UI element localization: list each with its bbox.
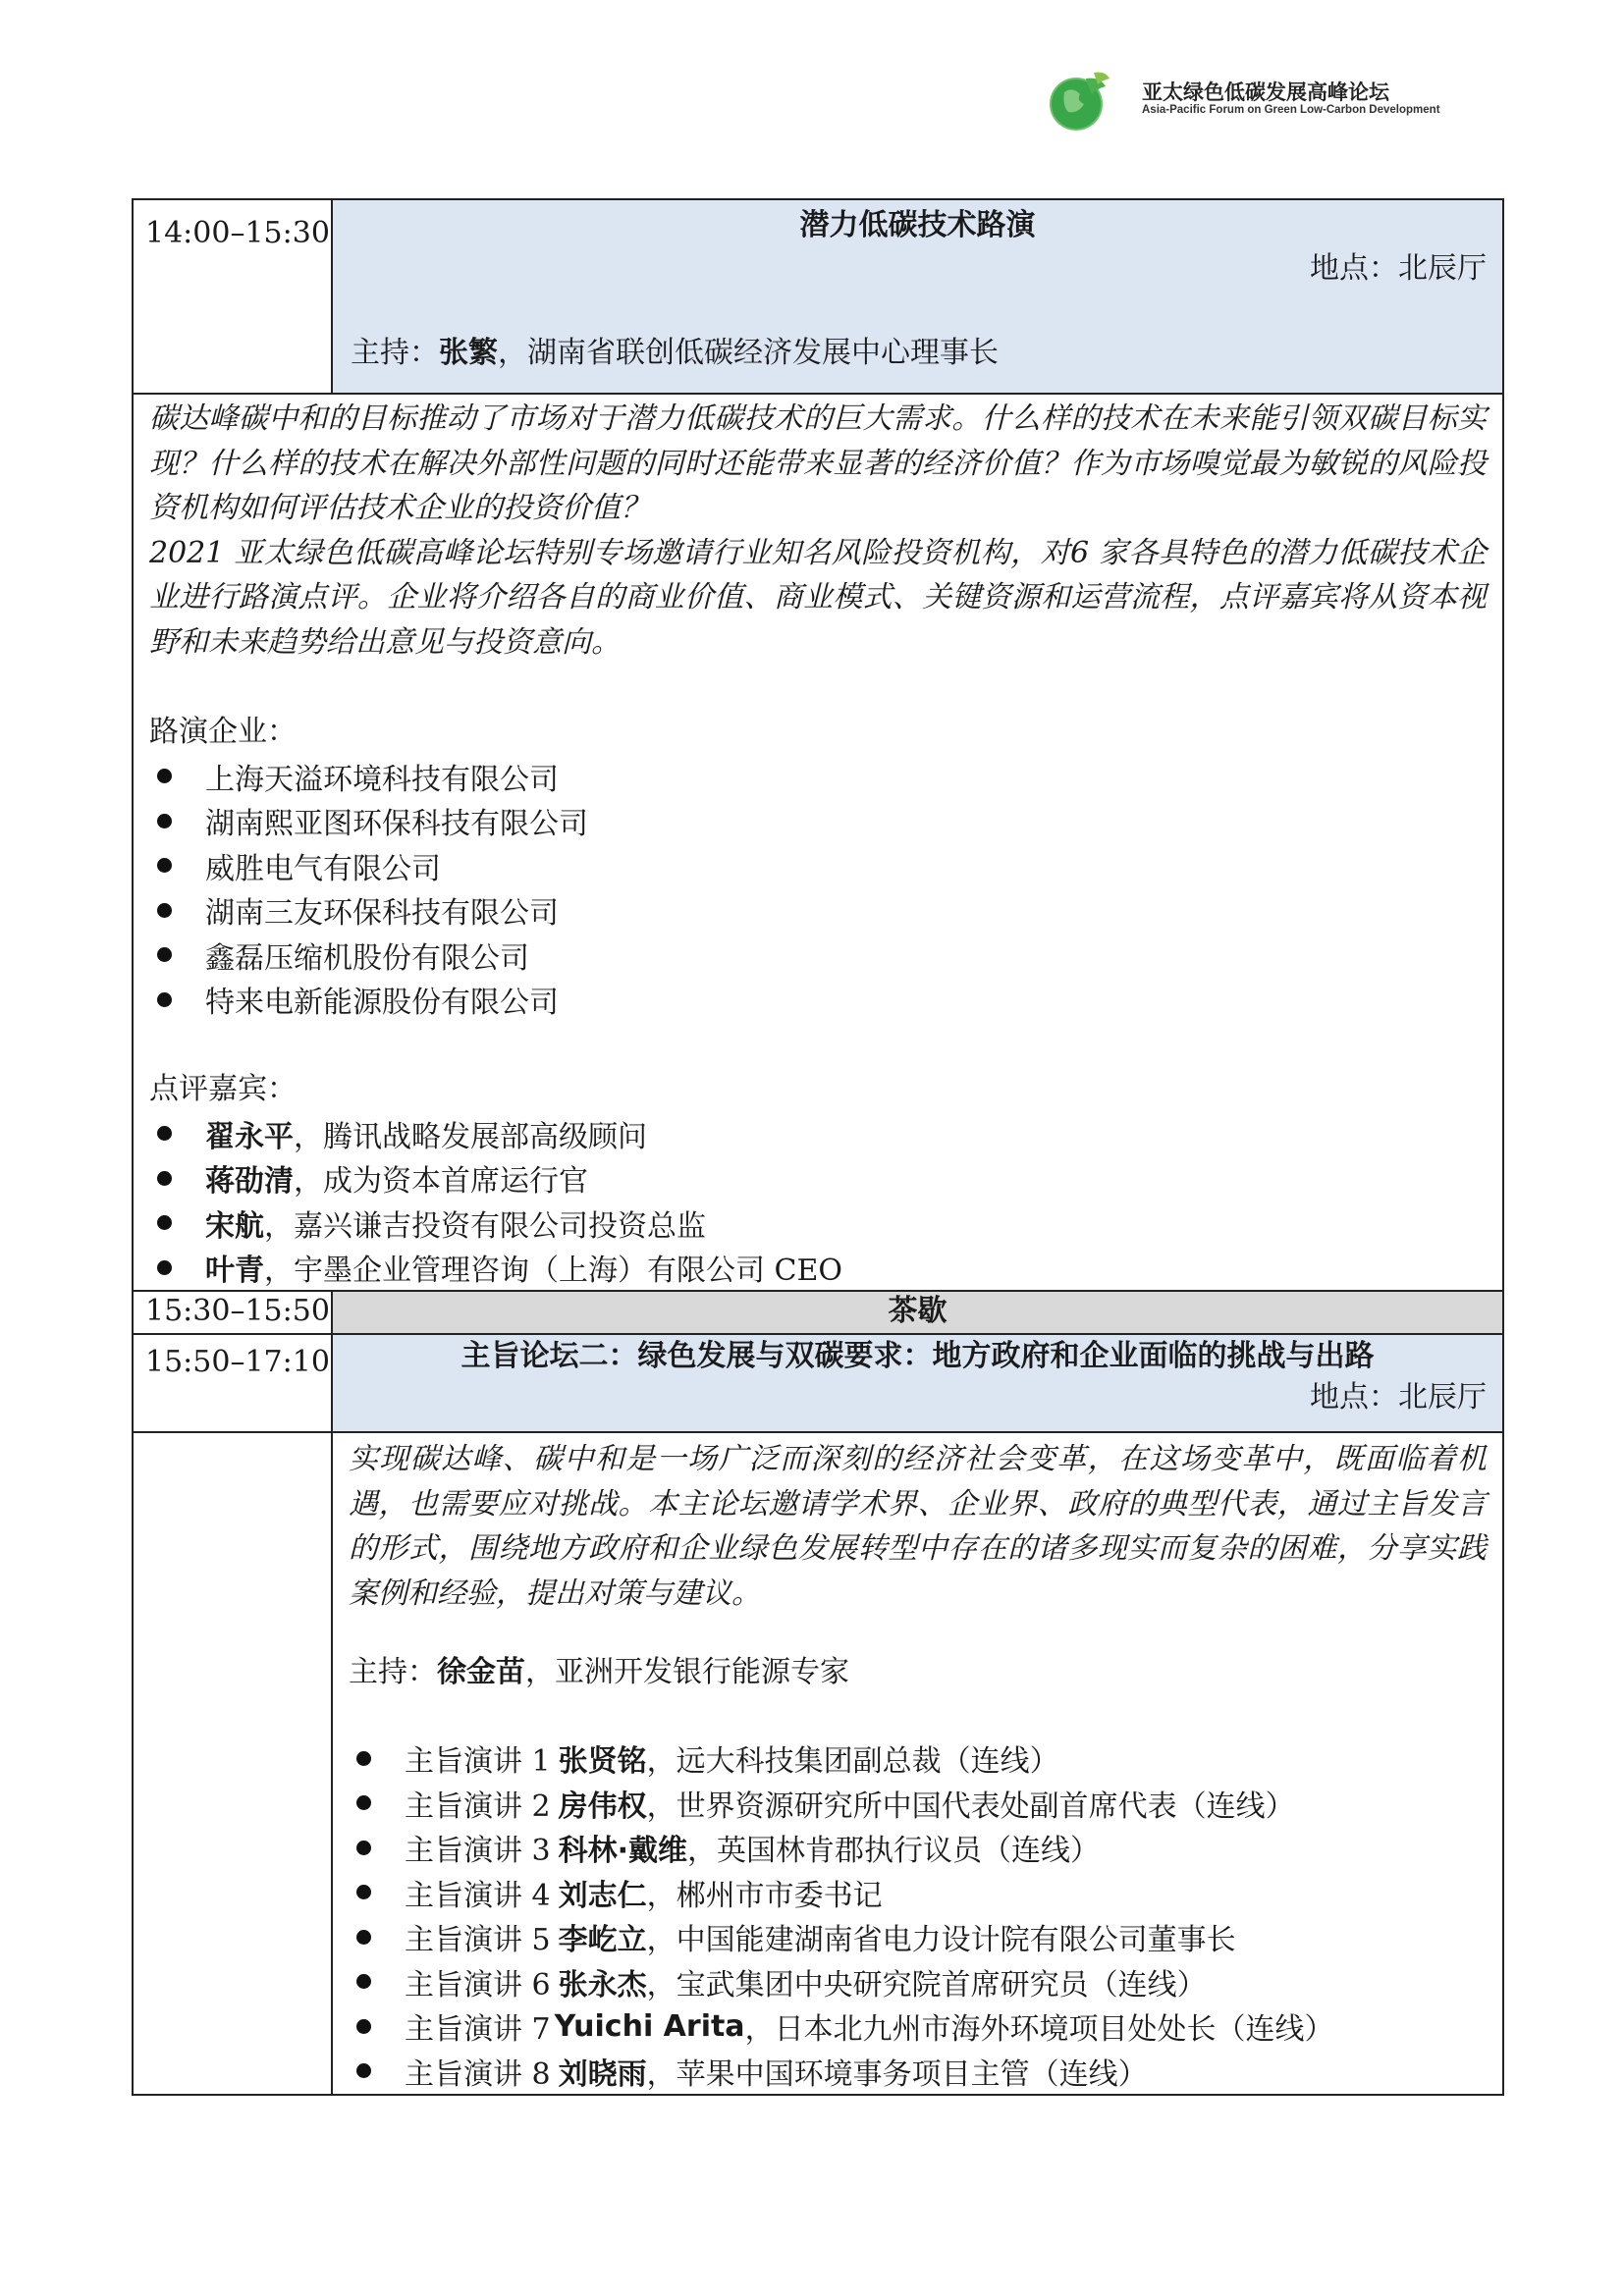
companies-list — [149, 754, 1487, 1022]
speaker-sep: ， — [646, 2056, 677, 2092]
intro-year: 2021 — [149, 535, 225, 570]
bullet-icon — [157, 1126, 172, 1141]
speaker-name: 房伟权 — [558, 1789, 647, 1824]
list-item — [349, 1826, 1487, 1871]
bullet-icon — [157, 769, 172, 783]
list-item — [149, 933, 1487, 978]
intro-text-b: 家各具特色的潜力低碳技术企业进行路演点评。企业将介绍各自的商业价值、商业模式、关键资源和运营流程，点评嘉宾将从资本视野和未来趋势给出意见与投资意向。 — [149, 535, 1487, 660]
speaker-sep: ， — [744, 2012, 775, 2048]
host-sep: ， — [525, 1655, 555, 1689]
speaker-role: 远大科技集团副总裁（连线） — [676, 1744, 1059, 1780]
globe-leaf-icon — [1047, 71, 1111, 132]
host-sep: ， — [498, 336, 527, 370]
reviewer-name: 蒋劭清 — [205, 1164, 294, 1200]
reviewer-sep: ， — [264, 1254, 294, 1289]
reviewer-sep: ， — [294, 1164, 323, 1200]
bullet-icon — [356, 1795, 371, 1810]
list-item — [349, 1915, 1487, 1960]
speaker-role: 宝武集团中央研究院首席研究员（连线） — [676, 1967, 1207, 2002]
reviewer-role: 宇墨企业管理咨询（上海）有限公司 CEO — [294, 1254, 842, 1289]
bullet-icon — [356, 1974, 371, 1989]
session2-header-row — [133, 1334, 1503, 1432]
speaker-name: 张贤铭 — [558, 1744, 647, 1780]
session2-host — [349, 1650, 1487, 1695]
reviewer-role: 腾讯战略发展部高级顾问 — [323, 1119, 647, 1154]
list-item — [149, 754, 1487, 799]
speaker-role: 苹果中国环境事务项目主管（连线） — [676, 2056, 1148, 2092]
speaker-name: 刘志仁 — [558, 1878, 647, 1913]
bullet-icon — [157, 1260, 172, 1275]
list-item — [349, 2049, 1487, 2094]
break-title: 茶歇 — [888, 1294, 947, 1328]
session2-header-cell — [332, 1334, 1503, 1432]
bullet-icon — [356, 1885, 371, 1899]
company-name: 湖南三友环保科技有限公司 — [205, 896, 559, 932]
host-name: 徐金苗 — [437, 1655, 525, 1689]
session1-title: 潜力低碳技术路演 — [799, 208, 1036, 242]
session2-location: 地点：北辰厅 — [1310, 1380, 1487, 1415]
session1-location: 地点：北辰厅 — [1310, 251, 1487, 286]
break-row — [133, 1291, 1503, 1334]
session2-empty-time-cell — [133, 1432, 332, 2095]
reviewer-role: 嘉兴谦吉投资有限公司投资总监 — [294, 1208, 706, 1244]
list-item — [149, 888, 1487, 934]
speaker-sep: ， — [646, 1744, 677, 1780]
bullet-icon — [356, 1930, 371, 1945]
session2-body-cell — [332, 1432, 1503, 2095]
bullet-icon — [356, 2019, 371, 2034]
list-item — [349, 2004, 1487, 2050]
list-item — [149, 1111, 1487, 1156]
speech-label: 主旨演讲 8 — [405, 2056, 551, 2092]
company-name: 特来电新能源股份有限公司 — [205, 986, 559, 1021]
session1-header-cell — [332, 199, 1503, 394]
speaker-sep: ， — [687, 1834, 718, 1869]
session2-title: 主旨论坛二：绿色发展与双碳要求：地方政府和企业面临的挑战与出路 — [460, 1339, 1375, 1373]
companies-label: 路演企业： — [149, 714, 297, 749]
break-cell — [332, 1291, 1503, 1334]
list-item — [149, 1246, 1487, 1291]
session2-body-row — [133, 1432, 1503, 2095]
forum-logo — [1047, 69, 1440, 133]
speaker-role: 郴州市市委书记 — [676, 1878, 883, 1913]
host-prefix: 主持： — [351, 336, 439, 370]
speaker-role: 日本北九州市海外环境项目处处长（连线） — [774, 2012, 1334, 2048]
reviewer-sep: ， — [294, 1119, 323, 1154]
reviewer-role: 成为资本首席运行官 — [323, 1164, 588, 1200]
reviewer-name: 宋航 — [205, 1208, 264, 1244]
logo-chinese-title: 亚太绿色低碳发展高峰论坛 — [1142, 80, 1389, 104]
speech-label: 主旨演讲 4 — [405, 1878, 551, 1913]
bullet-icon — [157, 947, 172, 962]
bullet-icon — [157, 992, 172, 1007]
bullet-icon — [157, 1171, 172, 1186]
speaker-role: 世界资源研究所中国代表处副首席代表（连线） — [676, 1789, 1295, 1824]
session1-body-cell — [133, 394, 1503, 1291]
bullet-icon — [157, 903, 172, 918]
speaker-sep: ， — [646, 1923, 677, 1958]
bullet-icon — [356, 1841, 371, 1855]
session1-header-row — [133, 199, 1503, 394]
speaker-sep: ， — [646, 1789, 677, 1824]
list-item — [149, 843, 1487, 888]
session1-time: 14:00–15:30 — [133, 199, 332, 394]
agenda-table — [132, 198, 1504, 2096]
host-prefix: 主持： — [349, 1655, 437, 1689]
session1-intro-1: 碳达峰碳中和的目标推动了市场对于潜力低碳技术的巨大需求。什么样的技术在未来能引领双碳目标实现？什么样的技术在解决外部性问题的同时还能带来显著的经济价值？作为市场嗅觉最为敏锐的风险投资机构如何评估技术企业的投资价值？ — [149, 401, 1487, 525]
company-name: 上海天溢环境科技有限公司 — [205, 762, 559, 797]
session1-host — [333, 334, 1502, 373]
bullet-icon — [157, 814, 172, 828]
list-item — [149, 1156, 1487, 1201]
bullet-icon — [157, 1215, 172, 1230]
speaker-name: 刘晓雨 — [558, 2056, 647, 2092]
list-item — [149, 1201, 1487, 1246]
speaker-name: Yuichi Arita — [554, 2008, 745, 2044]
speech-label: 主旨演讲 6 — [405, 1967, 551, 2002]
reviewers-label: 点评嘉宾： — [149, 1071, 297, 1106]
reviewers-list — [149, 1111, 1487, 1290]
speaker-name: 科林·戴维 — [558, 1834, 688, 1869]
host-role: 亚洲开发银行能源专家 — [555, 1655, 849, 1689]
reviewer-name: 翟永平 — [205, 1119, 294, 1154]
speech-label: 主旨演讲 5 — [405, 1923, 551, 1958]
company-name: 威胜电气有限公司 — [205, 851, 441, 886]
session1-intro-2 — [149, 531, 1487, 666]
bullet-icon — [356, 1751, 371, 1766]
logo-english-title: Asia-Pacific Forum on Green Low-Carbon Development — [1142, 104, 1440, 116]
list-item — [149, 978, 1487, 1023]
speaker-role: 英国林肯郡执行议员（连线） — [717, 1834, 1101, 1869]
host-name: 张繁 — [439, 336, 498, 370]
speeches-list — [349, 1736, 1487, 2094]
speech-label: 主旨演讲 7 — [405, 2012, 551, 2048]
intro-count: 6 — [1069, 535, 1090, 570]
speech-label: 主旨演讲 1 — [405, 1744, 551, 1780]
session2-intro: 实现碳达峰、碳中和是一场广泛而深刻的经济社会变革，在这场变革中，既面临着机遇，也需要应对挑战。本主论坛邀请学术界、企业界、政府的典型代表，通过主旨发言的形式，围绕地方政府和企业绿色发展转型中存在的诸多现实而复杂的困难，分享实践案例和经验，提出对策与建议。 — [349, 1442, 1487, 1611]
company-name: 湖南熙亚图环保科技有限公司 — [205, 807, 588, 842]
host-role: 湖南省联创低碳经济发展中心理事长 — [527, 336, 999, 370]
speaker-sep: ， — [646, 1967, 677, 2002]
bullet-icon — [356, 2063, 371, 2078]
reviewer-sep: ， — [264, 1208, 294, 1244]
list-item — [149, 799, 1487, 844]
speech-label: 主旨演讲 2 — [405, 1789, 551, 1824]
session1-body-row — [133, 394, 1503, 1291]
speech-label: 主旨演讲 3 — [405, 1834, 551, 1869]
company-name: 鑫磊压缩机股份有限公司 — [205, 940, 529, 976]
session2-time: 15:50–17:10 — [133, 1334, 332, 1432]
speaker-sep: ， — [646, 1878, 677, 1913]
list-item — [349, 1959, 1487, 2004]
list-item — [349, 1781, 1487, 1826]
speaker-name: 张永杰 — [558, 1967, 647, 2002]
intro-text-a: 亚太绿色低碳高峰论坛特别专场邀请行业知名风险投资机构，对 — [224, 535, 1070, 570]
bullet-icon — [157, 858, 172, 873]
speaker-role: 中国能建湖南省电力设计院有限公司董事长 — [676, 1923, 1236, 1958]
list-item — [349, 1736, 1487, 1782]
reviewer-name: 叶青 — [205, 1254, 264, 1289]
speaker-name: 李屹立 — [558, 1923, 647, 1958]
list-item — [349, 1870, 1487, 1915]
break-time: 15:30–15:50 — [133, 1291, 332, 1334]
